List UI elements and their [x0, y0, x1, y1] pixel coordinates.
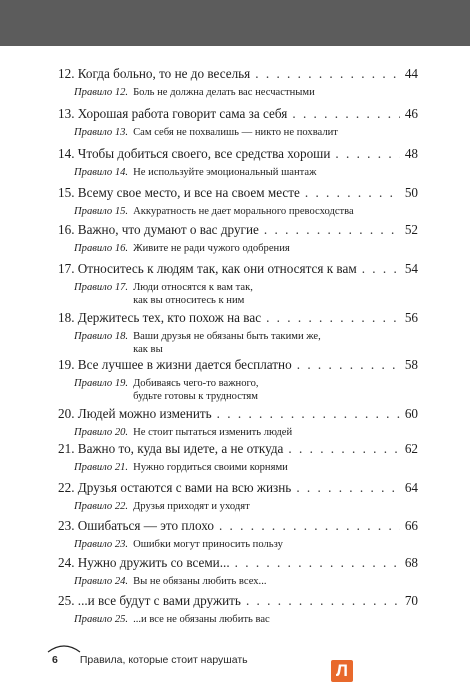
chapter-title: 21. Важно то, куда вы идете, а не откуда — [58, 441, 284, 456]
toc-entry — [58, 146, 418, 179]
rule-text: Не используйте эмоциональный шантаж — [133, 167, 317, 178]
toc-entry — [58, 222, 418, 255]
dot-leader — [264, 222, 400, 238]
toc-entry — [58, 593, 418, 626]
dot-leader — [335, 146, 399, 162]
footer-ornament — [46, 640, 82, 654]
rule-label: Правило 13. — [74, 127, 129, 138]
publisher-logo-icon — [331, 660, 353, 682]
page-number: 58 — [404, 357, 418, 372]
top-bar — [0, 0, 470, 46]
rule-label: Правило 17. — [74, 282, 129, 293]
rule-label: Правило 22. — [74, 501, 129, 512]
footer-book-title: Правила, которые стоит нарушать — [79, 654, 248, 666]
rule-label: Правило 24. — [74, 576, 129, 587]
toc-entry — [58, 185, 418, 218]
toc-entry — [58, 106, 418, 139]
page-number: 64 — [404, 480, 418, 495]
rule-text: Добиваясь чего-то важного, будьте готовы к трудностям — [133, 378, 259, 402]
chapter-title: 18. Держитесь тех, кто похож на вас — [58, 310, 262, 325]
dot-leader — [362, 261, 400, 277]
rule-label: Правило 12. — [74, 87, 129, 98]
rule-text: Ошибки могут приносить пользу — [133, 539, 283, 550]
dot-leader — [305, 185, 400, 201]
toc-entry — [58, 357, 418, 403]
chapter-title: 13. Хорошая работа говорит сама за себя — [58, 106, 288, 121]
page-number: 50 — [404, 185, 418, 200]
chapter-title: 17. Относитесь к людям так, как они относятся к вам — [58, 261, 357, 276]
chapter-title: 23. Ошибаться — это плохо — [58, 518, 214, 533]
toc-entry — [58, 261, 418, 307]
chapter-title: 19. Все лучшее в жизни дается бесплатно — [58, 357, 292, 372]
rule-text: Боль не должна делать вас несчастными — [133, 87, 315, 98]
page-number: 52 — [404, 222, 418, 237]
rule-text: ...и все не обязаны любить вас — [133, 614, 270, 625]
toc-entry — [58, 518, 418, 551]
chapter-title: 25. ...и все будут с вами дружить — [58, 593, 241, 608]
rule-label: Правило 21. — [74, 462, 129, 473]
page-number: 68 — [404, 555, 418, 570]
dot-leader — [292, 106, 399, 122]
page-footer — [52, 654, 248, 666]
page-number: 44 — [404, 66, 418, 81]
page-number: 46 — [404, 106, 418, 121]
chapter-title: 24. Нужно дружить со всеми... — [58, 555, 230, 570]
chapter-title: 16. Важно, что думают о вас другие — [58, 222, 259, 237]
rule-label: Правило 19. — [74, 378, 129, 389]
toc-entry — [58, 441, 418, 474]
rule-label: Правило 16. — [74, 243, 129, 254]
rule-text: Нужно гордиться своими корнями — [133, 462, 288, 473]
rule-text: Не стоит пытаться изменить людей — [133, 427, 293, 438]
dot-leader — [235, 555, 400, 571]
toc-entry — [58, 406, 418, 439]
dot-leader — [246, 593, 400, 609]
rule-label: Правило 20. — [74, 427, 129, 438]
rule-text: Сам себя не похвалишь — никто не похвалит — [133, 127, 338, 138]
toc-entry — [58, 66, 418, 99]
page-number: 70 — [404, 593, 418, 608]
chapter-title: 22. Друзья остаются с вами на всю жизнь — [58, 480, 292, 495]
rule-text: Друзья приходят и уходят — [133, 501, 250, 512]
dot-leader — [255, 66, 400, 82]
footer-page-number: 6 — [52, 654, 58, 666]
page-number: 66 — [404, 518, 418, 533]
chapter-title: 14. Чтобы добиться своего, все средства хороши — [58, 146, 331, 161]
page-number: 62 — [404, 441, 418, 456]
page-number: 56 — [404, 310, 418, 325]
rule-text: Люди относятся к вам так, как вы относитесь к ним — [133, 282, 253, 306]
rule-text: Живите не ради чужого одобрения — [133, 243, 290, 254]
dot-leader — [217, 406, 400, 422]
chapter-title: 12. Когда больно, то не до веселья — [58, 66, 251, 81]
rule-label: Правило 25. — [74, 614, 129, 625]
rule-text: Ваши друзья не обязаны быть такими же, как вы — [133, 331, 321, 355]
page-number: 48 — [404, 146, 418, 161]
dot-leader — [296, 480, 400, 496]
dot-leader — [266, 310, 400, 326]
chapter-title: 20. Людей можно изменить — [58, 406, 212, 421]
toc-entry — [58, 310, 418, 356]
rule-label: Правило 23. — [74, 539, 129, 550]
rule-label: Правило 14. — [74, 167, 129, 178]
rule-text: Аккуратность не дает морального превосходства — [133, 206, 354, 217]
dot-leader — [288, 441, 399, 457]
chapter-title: 15. Всему свое место, и все на своем месте — [58, 185, 300, 200]
rule-label: Правило 18. — [74, 331, 129, 342]
page-number: 60 — [404, 406, 418, 421]
logo-letter: Л — [336, 661, 348, 680]
page-number: 54 — [404, 261, 418, 276]
toc-entry — [58, 480, 418, 513]
dot-leader — [297, 357, 400, 373]
dot-leader — [219, 518, 400, 534]
toc-entry — [58, 555, 418, 588]
rule-label: Правило 15. — [74, 206, 129, 217]
rule-text: Вы не обязаны любить всех... — [133, 576, 267, 587]
